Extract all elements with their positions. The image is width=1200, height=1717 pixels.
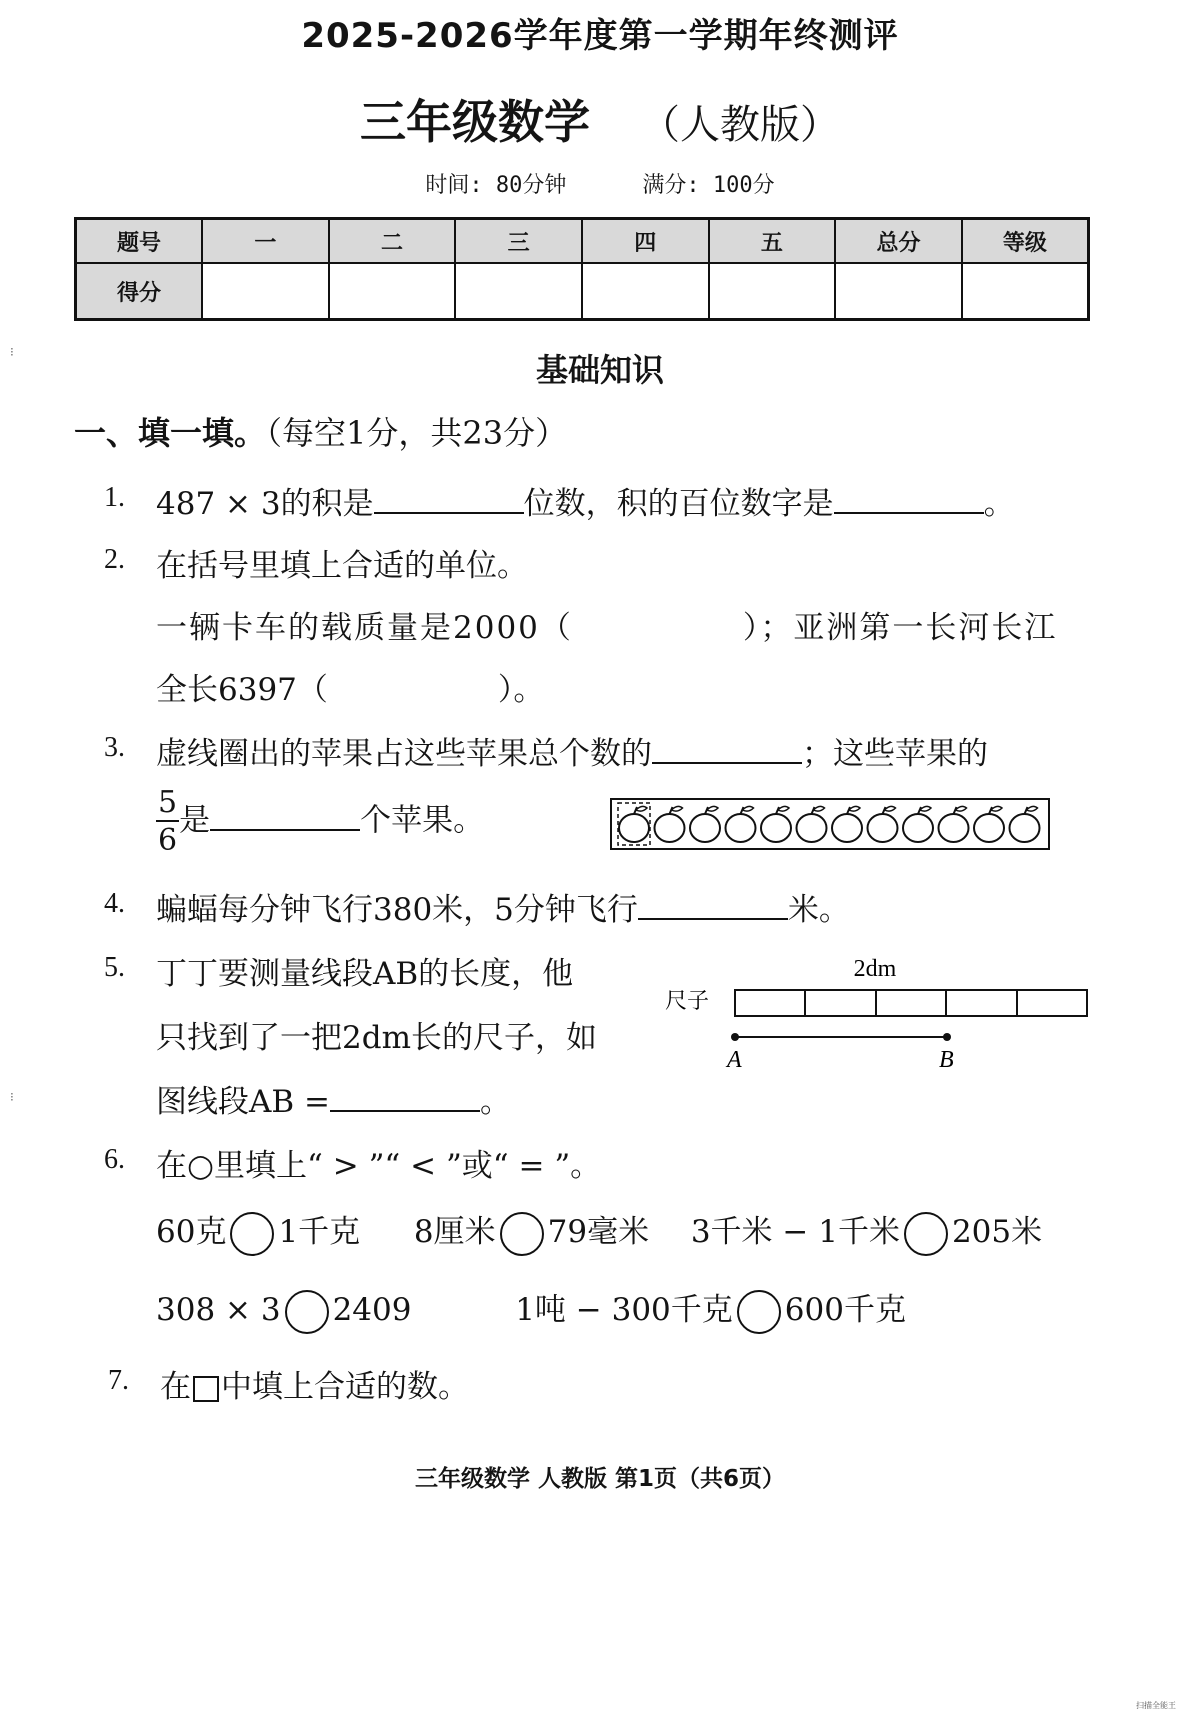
exam-title: 2025-2026学年度第一学期年终测评 xyxy=(301,16,899,56)
page-footer: 三年级数学 人教版 第1页（共6页） xyxy=(414,1466,786,1492)
compare-circle[interactable] xyxy=(737,1290,781,1334)
question-text: 图线段AB = xyxy=(156,1084,330,1120)
question-7 xyxy=(160,1361,469,1406)
compare-circle[interactable] xyxy=(230,1212,274,1256)
ruler xyxy=(735,990,1087,1016)
apple-icon xyxy=(619,806,649,842)
compare-left: 60克 xyxy=(156,1214,227,1250)
compare-circle[interactable] xyxy=(904,1212,948,1256)
score-cell[interactable] xyxy=(962,263,1089,320)
compare-left: 1吨 − 300千克 xyxy=(515,1292,733,1328)
question-text: 。 xyxy=(480,1084,511,1120)
apple-icon xyxy=(655,806,685,842)
section-heading: 基础知识 xyxy=(535,351,664,389)
subject-name: 三年级数学 xyxy=(360,95,590,149)
question-number: 7. xyxy=(108,1365,129,1396)
question-text: 全长6397（ xyxy=(156,672,328,708)
question-number: 5. xyxy=(104,952,125,983)
ruler-length-label: 2dm xyxy=(853,956,897,982)
answer-blank[interactable] xyxy=(210,801,360,831)
edge-mark: ⁝ xyxy=(10,345,14,359)
apple-icon xyxy=(832,806,862,842)
score-cell[interactable] xyxy=(709,263,836,320)
score-row-label: 得分 xyxy=(76,263,203,320)
score-cell[interactable] xyxy=(835,263,962,320)
question-2-stem: 在括号里填上合适的单位。 xyxy=(156,548,528,584)
score-table-header-cell: 四 xyxy=(582,219,709,264)
answer-blank[interactable] xyxy=(374,484,524,514)
score-table-header-row xyxy=(76,219,1089,264)
answer-blank[interactable] xyxy=(652,734,802,764)
compare-circle[interactable] xyxy=(500,1212,544,1256)
compare-left: 3千米 − 1千米 xyxy=(690,1214,900,1250)
question-6-stem: 在○里填上“ > ”“ < ”或“ = ”。 xyxy=(156,1148,602,1184)
point-a-label: A xyxy=(727,1047,742,1073)
answer-blank[interactable] xyxy=(834,484,984,514)
question-text: 蝙蝠每分钟飞行380米，5分钟飞行 xyxy=(156,892,638,928)
apple-icon xyxy=(974,806,1004,842)
answer-blank[interactable] xyxy=(330,1082,480,1112)
question-text: ）；亚洲第一长河长江 xyxy=(742,610,1058,646)
part-heading-note: （每空1分，共23分） xyxy=(266,414,568,452)
question-6-row-1 xyxy=(156,1206,1042,1256)
answer-blank[interactable] xyxy=(638,890,788,920)
score-table-header-cell: 总分 xyxy=(835,219,962,264)
score-table-header-cell: 等级 xyxy=(962,219,1089,264)
score-table-header-cell: 题号 xyxy=(76,219,203,264)
question-text: 位数，积的百位数字是 xyxy=(523,486,834,522)
score-cell[interactable] xyxy=(202,263,329,320)
part-heading xyxy=(74,408,567,454)
apple-icon xyxy=(868,806,898,842)
score-table-header-cell: 二 xyxy=(329,219,456,264)
compare-right: 600千克 xyxy=(784,1292,906,1328)
point-a xyxy=(731,1033,739,1041)
question-text: 。 xyxy=(983,486,1015,522)
fraction-denominator: 6 xyxy=(158,823,178,858)
question-4 xyxy=(156,884,850,929)
compare-right: 79毫米 xyxy=(547,1214,650,1250)
compare-left: 308 × 3 xyxy=(156,1292,281,1328)
question-text: 在 xyxy=(160,1369,191,1405)
question-5-line-3 xyxy=(156,1076,511,1121)
score-cell[interactable] xyxy=(329,263,456,320)
score-table-header-cell: 三 xyxy=(455,219,582,264)
apple-icon xyxy=(761,806,791,842)
question-5-line-1: 丁丁要测量线段AB的长度，他 xyxy=(156,956,574,992)
point-b-label: B xyxy=(939,1047,954,1073)
question-6-row-2 xyxy=(156,1284,906,1334)
question-text: 中填上合适的数。 xyxy=(221,1369,469,1405)
ruler-name-label: 尺子 xyxy=(665,989,710,1014)
compare-right: 205米 xyxy=(951,1214,1043,1250)
ruler-figure xyxy=(665,950,1095,1080)
exam-meta xyxy=(0,168,1200,199)
fraction xyxy=(156,785,179,858)
apple-icon xyxy=(903,806,933,842)
score-cell[interactable] xyxy=(582,263,709,320)
question-text: 一辆卡车的载质量是2000（ xyxy=(156,610,573,646)
question-text: 虚线圈出的苹果占这些苹果总个数的 xyxy=(156,736,652,772)
question-text: 487 × 3的积是 xyxy=(156,486,374,522)
apple-figure xyxy=(610,798,1050,850)
compare-circle[interactable] xyxy=(285,1290,329,1334)
question-number: 3. xyxy=(104,732,125,763)
question-text: 是 xyxy=(179,802,211,839)
scanner-watermark: 扫描全能王 xyxy=(1136,1701,1176,1710)
question-number: 4. xyxy=(104,888,125,919)
question-text: 个苹果。 xyxy=(360,802,485,839)
question-text: ）。 xyxy=(497,672,545,708)
score-table-score-row xyxy=(76,263,1089,320)
question-number: 1. xyxy=(104,482,125,513)
time-limit: 时间: 80分钟 xyxy=(425,173,567,198)
score-cell[interactable] xyxy=(455,263,582,320)
fraction-numerator: 5 xyxy=(158,785,178,820)
question-1 xyxy=(156,478,1015,523)
question-text: 米。 xyxy=(787,892,850,928)
apple-icon xyxy=(726,806,756,842)
question-number: 2. xyxy=(104,544,125,575)
question-number: 6. xyxy=(104,1144,125,1175)
apple-icon xyxy=(939,806,969,842)
edition-label: （人教版） xyxy=(640,102,840,148)
score-table xyxy=(74,217,1090,321)
apple-icon xyxy=(1010,806,1040,842)
score-table-header-cell: 五 xyxy=(709,219,836,264)
subject-title xyxy=(0,86,1200,152)
question-2-line-1 xyxy=(156,602,1057,647)
edge-mark: ⁝ xyxy=(10,1090,14,1104)
question-text: ；这些苹果的 xyxy=(802,736,988,772)
question-3-line-1 xyxy=(156,728,988,773)
question-5-line-2: 只找到了一把2dm长的尺子，如 xyxy=(156,1020,597,1056)
square-box-icon xyxy=(193,1376,219,1402)
score-table-header-cell: 一 xyxy=(202,219,329,264)
part-heading-title: 一、填一填。 xyxy=(74,414,267,452)
apple-icon xyxy=(797,806,827,842)
question-2-line-2 xyxy=(156,664,544,709)
compare-left: 8厘米 xyxy=(413,1214,496,1250)
apple-icon xyxy=(690,806,720,842)
full-score: 满分: 100分 xyxy=(642,173,775,198)
compare-right: 2409 xyxy=(332,1292,412,1328)
point-b xyxy=(943,1033,951,1041)
compare-right: 1千克 xyxy=(278,1214,361,1250)
question-3-line-2 xyxy=(156,785,485,858)
